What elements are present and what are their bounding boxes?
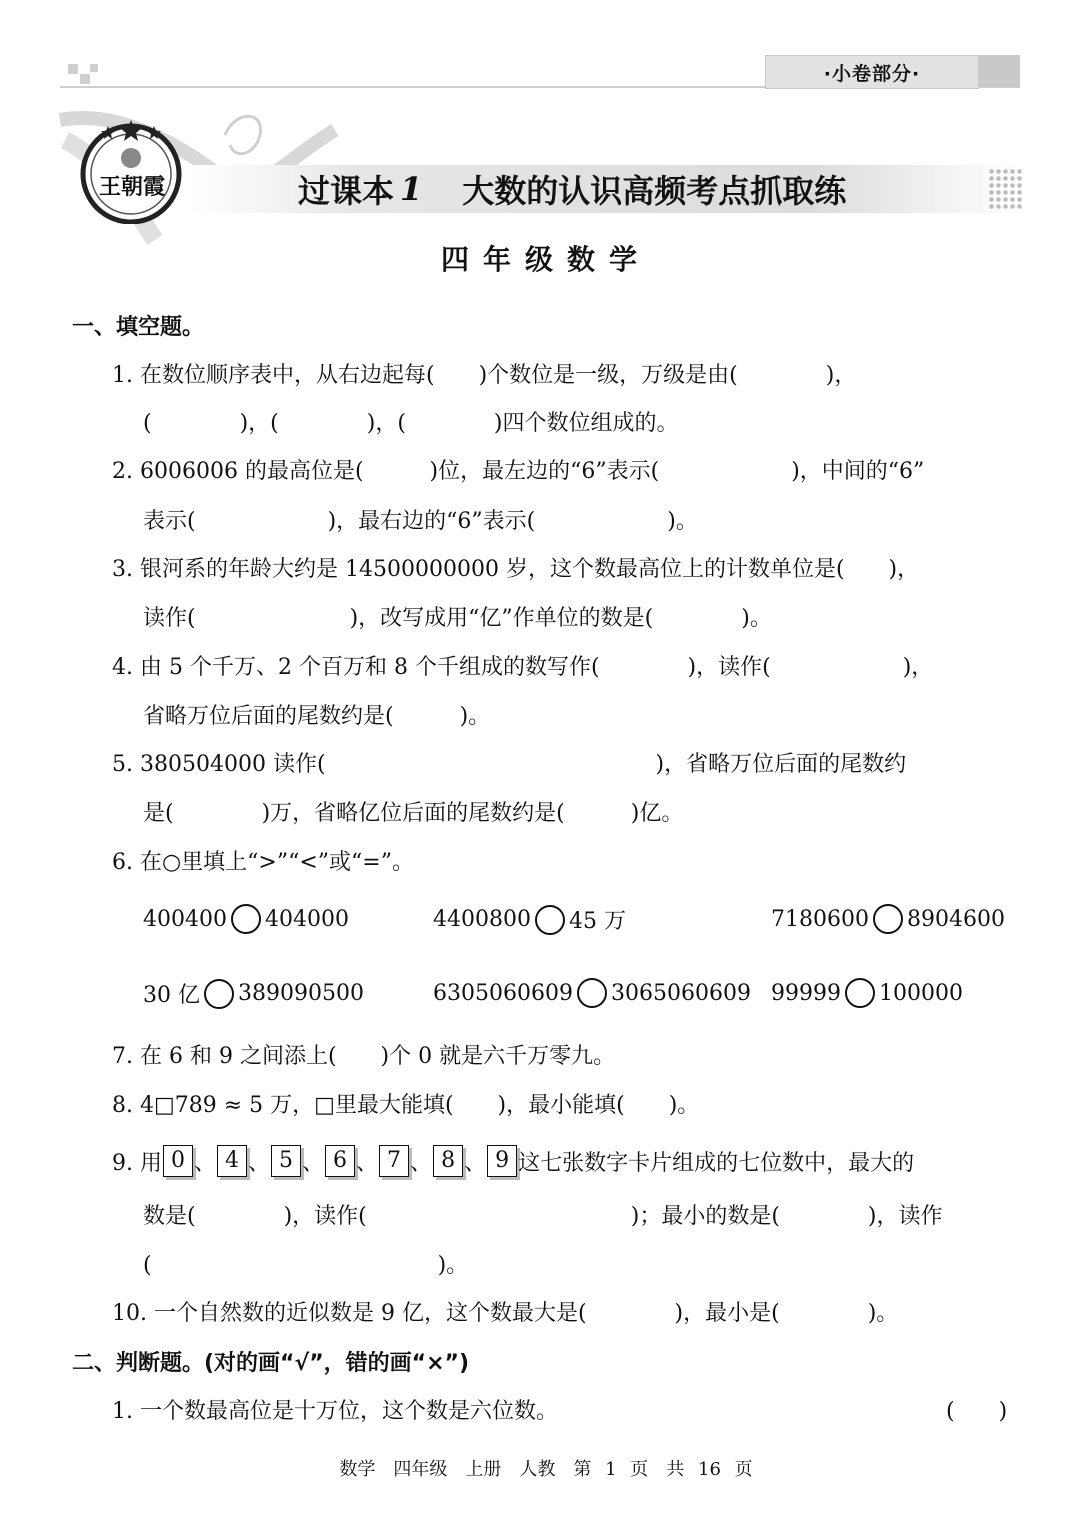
- q6-line: 6. 在○里填上“>”“<”或“=”。: [112, 850, 414, 875]
- title-number: 1: [400, 170, 423, 208]
- q9-line3: ( )。: [143, 1253, 469, 1278]
- compare-item: [143, 978, 364, 1009]
- compare-left: 7180600: [771, 906, 869, 932]
- card-separator: 、: [302, 1150, 325, 1176]
- page-title: [298, 165, 846, 213]
- q9-suffix: 这七张数字卡片组成的七位数中，最大的: [518, 1150, 915, 1176]
- q8-line: 8. 4□789 ≈ 5 万，□里最大能填( )，最小能填( )。: [112, 1093, 700, 1118]
- s2-q1-line: 1. 一个数最高位是十万位，这个数是六位数。: [112, 1399, 558, 1424]
- compare-left: 400400: [143, 906, 227, 932]
- card-separator: 、: [193, 1150, 216, 1176]
- q5-line2: 是( )万，省略亿位后面的尾数约是( )亿。: [143, 801, 684, 826]
- q1-line1: 1. 在数位顺序表中，从右边起每( )个数位是一级，万级是由( )，: [112, 363, 857, 388]
- digit-card: 6: [325, 1145, 355, 1177]
- compare-item: [771, 978, 963, 1008]
- q1-line2: ( )，( )，( )四个数位组成的。: [143, 411, 679, 436]
- q3-line1: 3. 银河系的年龄大约是 14500000000 岁，这个数最高位上的计数单位是( )，: [112, 557, 920, 582]
- q4-line1: 4. 由 5 个千万、2 个百万和 8 个千组成的数写作( )，读作( )，: [112, 655, 934, 680]
- section1-heading: 一、填空题。: [72, 315, 205, 340]
- q2-line1: 2. 6006006 的最高位是( )位，最左边的“6”表示( )，中间的“6”: [112, 459, 925, 484]
- compare-left: 30 亿: [143, 983, 200, 1008]
- q2-line2: 表示( )，最右边的“6”表示( )。: [143, 509, 698, 534]
- logo-text: 王朝霞: [98, 174, 165, 200]
- compare-right: 8904600: [906, 906, 1005, 932]
- compare-circle[interactable]: [231, 904, 261, 934]
- q9-line2: 数是( )，读作( )；最小的数是( )，读作: [143, 1204, 943, 1229]
- section2-heading: 二、判断题。(对的画“√”，错的画“×”): [72, 1351, 470, 1376]
- q9-line1: [112, 1145, 914, 1177]
- compare-circle[interactable]: [204, 979, 234, 1009]
- compare-circle[interactable]: [873, 904, 903, 934]
- compare-right: 3065060609: [610, 980, 751, 1006]
- digit-card: 7: [379, 1145, 409, 1177]
- section-tag: ·小卷部分·: [765, 55, 979, 89]
- q9-prefix: 9. 用: [112, 1150, 162, 1176]
- page-footer: 数学 四年级 上册 人教 第 1 页 共 16 页: [339, 1459, 753, 1480]
- q10-line: 10. 一个自然数的近似数是 9 亿，这个数最大是( )，最小是( )。: [112, 1301, 899, 1326]
- q5-line1: 5. 380504000 读作( )，省略万位后面的尾数约: [112, 752, 907, 777]
- digit-card: 5: [271, 1145, 301, 1177]
- corner-square: [80, 74, 90, 84]
- compare-circle[interactable]: [535, 905, 565, 935]
- title-prefix: 过课本: [298, 172, 395, 210]
- compare-item: [433, 904, 626, 935]
- digit-card: 8: [433, 1145, 463, 1177]
- compare-right: 100000: [879, 980, 963, 1006]
- compare-left: 6305060609: [433, 980, 573, 1006]
- compare-circle[interactable]: [577, 978, 607, 1008]
- compare-circle[interactable]: [845, 978, 875, 1008]
- card-separator: 、: [248, 1150, 271, 1176]
- compare-left: 4400800: [433, 907, 531, 932]
- compare-item: [771, 904, 1005, 934]
- page-subtitle: 四年级数学: [440, 243, 651, 276]
- card-separator: 、: [410, 1150, 433, 1176]
- corner-square: [68, 64, 78, 74]
- q3-line2: 读作( )，改写成用“亿”作单位的数是( )。: [143, 606, 772, 631]
- digit-card: 0: [163, 1145, 193, 1177]
- compare-left: 99999: [771, 980, 841, 1006]
- digit-card: 4: [217, 1145, 247, 1177]
- corner-square: [90, 64, 98, 72]
- card-separator: 、: [464, 1150, 487, 1176]
- card-separator: 、: [356, 1150, 379, 1176]
- answer-paren[interactable]: ( ): [946, 1399, 1008, 1424]
- compare-item: [433, 978, 751, 1008]
- compare-item: [143, 904, 349, 934]
- banner-pattern: [988, 168, 1022, 210]
- compare-right: 45 万: [568, 909, 626, 934]
- digit-card: 9: [487, 1145, 517, 1177]
- q7-line: 7. 在 6 和 9 之间添上( )个 0 就是六千万零九。: [112, 1044, 616, 1069]
- compare-right: 404000: [264, 906, 349, 932]
- q4-line2: 省略万位后面的尾数约是( )。: [143, 704, 491, 729]
- tag-block: [978, 55, 1020, 87]
- logo-seal: [78, 118, 184, 224]
- title-main: 大数的认识高频考点抓取练: [462, 172, 847, 210]
- compare-right: 389090500: [238, 981, 364, 1006]
